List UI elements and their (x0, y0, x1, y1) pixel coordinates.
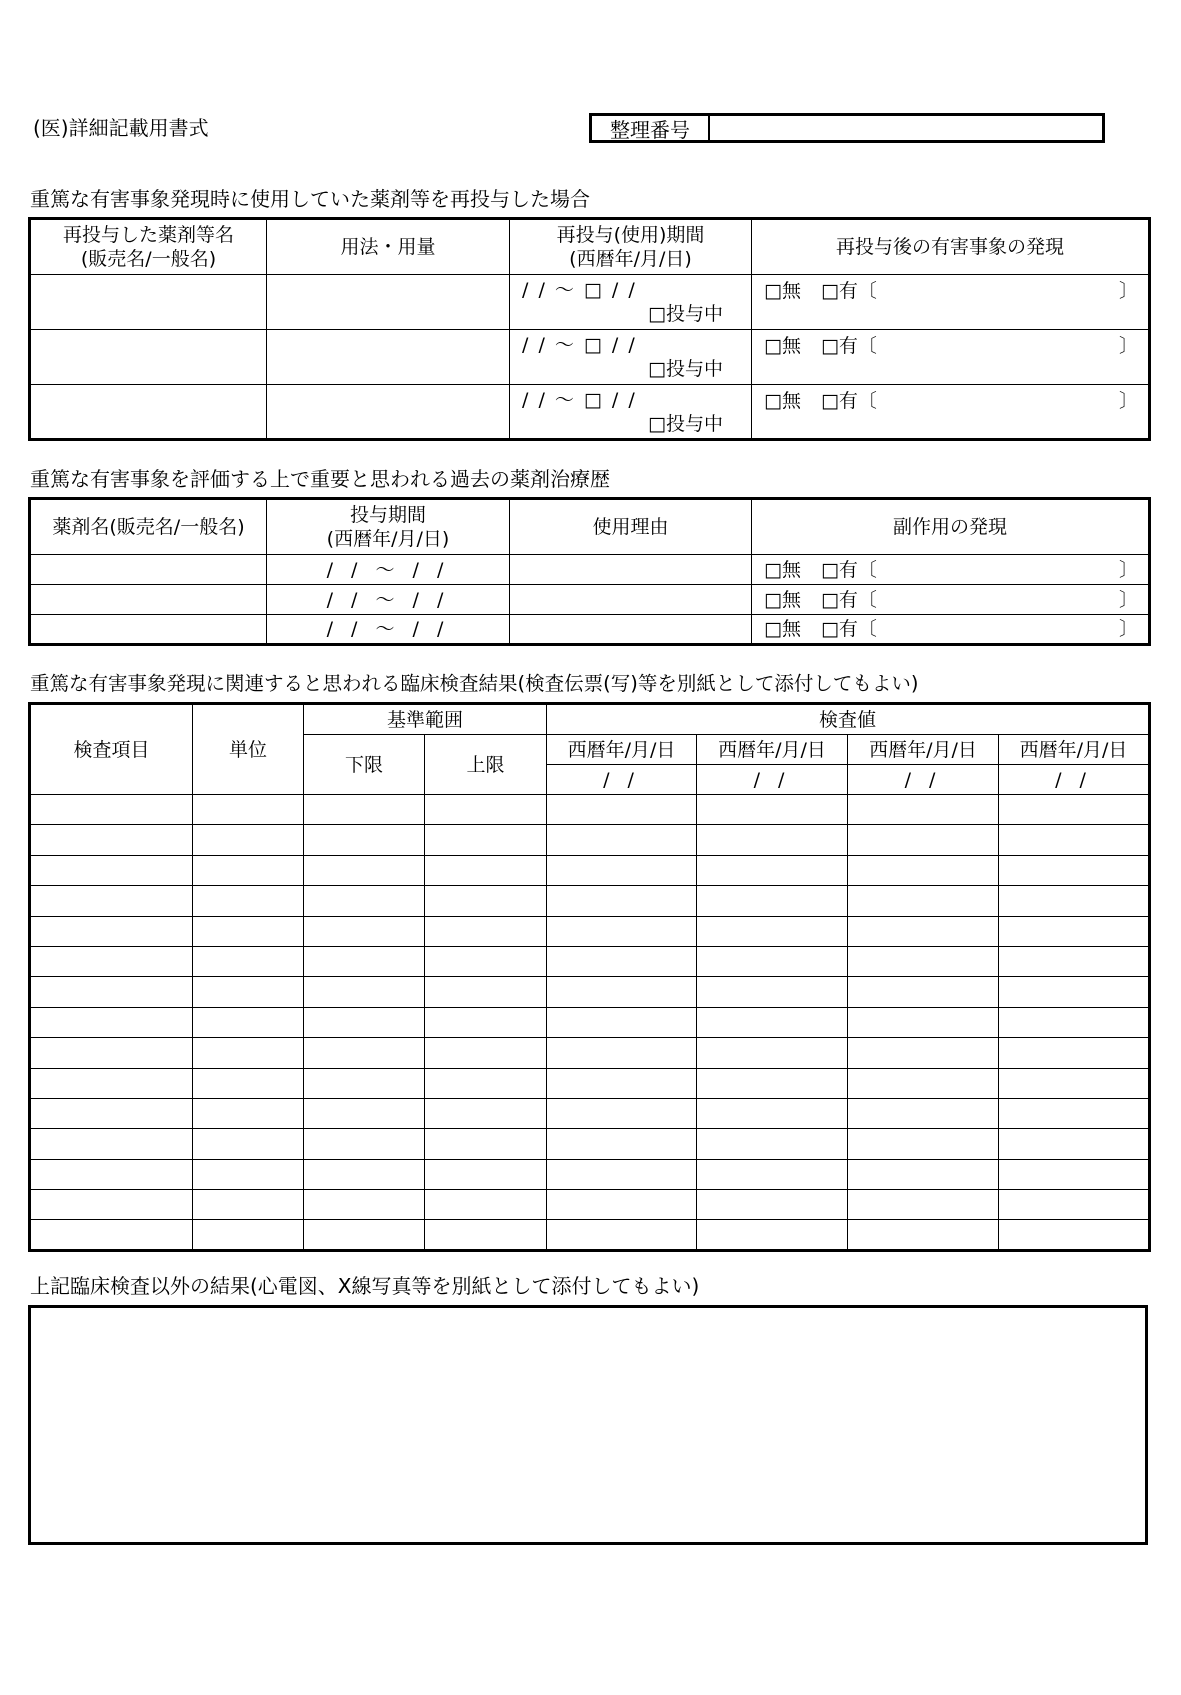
lab-cell[interactable] (697, 946, 848, 976)
lab-cell[interactable] (425, 1098, 547, 1128)
close-bracket: 〕 (1118, 558, 1138, 581)
side-effect-cell (752, 555, 1150, 585)
lab-cell[interactable] (30, 1220, 193, 1250)
table-row (30, 585, 1150, 615)
lab-cell[interactable] (999, 1007, 1150, 1037)
lab-cell[interactable] (848, 1159, 999, 1189)
dosage-cell[interactable] (267, 385, 510, 440)
period-cell[interactable]: / / 〜 / / (267, 585, 510, 615)
table-row (30, 385, 1150, 440)
date-field-2[interactable]: / / (697, 765, 848, 795)
lab-cell[interactable] (547, 1190, 697, 1220)
lab-cell[interactable] (848, 977, 999, 1007)
section2-title: 重篤な有害事象を評価する上で重要と思われる過去の薬剤治療歴 (30, 467, 610, 491)
lab-cell[interactable] (547, 1068, 697, 1098)
lab-cell[interactable] (848, 825, 999, 855)
yes-checkbox[interactable]: □有〔 (820, 588, 877, 611)
header-unit: 単位 (193, 704, 304, 795)
table-row (30, 1129, 1150, 1159)
lab-cell[interactable] (848, 795, 999, 825)
table-row (30, 1068, 1150, 1098)
lab-cell[interactable] (193, 1068, 304, 1098)
drug-name-cell[interactable] (30, 585, 267, 615)
lab-cell[interactable] (425, 977, 547, 1007)
lab-cell[interactable] (697, 1159, 848, 1189)
header-date-2: 西暦年/月/日 (697, 735, 848, 765)
period-cell[interactable]: / / 〜 / / (267, 615, 510, 645)
lab-cell[interactable] (425, 1068, 547, 1098)
period-cell[interactable] (510, 275, 752, 330)
lab-cell[interactable] (999, 977, 1150, 1007)
lab-cell[interactable] (193, 886, 304, 916)
lab-cell[interactable] (30, 1190, 193, 1220)
table-row (30, 275, 1150, 330)
lab-cell[interactable] (193, 795, 304, 825)
lab-cell[interactable] (999, 946, 1150, 976)
drug-name-cell[interactable] (30, 275, 267, 330)
yes-checkbox[interactable]: □有〔 (820, 558, 877, 581)
section3-title: 重篤な有害事象発現に関連すると思われる臨床検査結果(検査伝票(写)等を別紙として添付してもよい) (30, 672, 919, 695)
lab-cell[interactable] (697, 916, 848, 946)
past-treatment-table (28, 497, 1151, 646)
lab-cell[interactable] (30, 886, 193, 916)
header-side-effect: 副作用の発現 (752, 499, 1150, 555)
lab-cell[interactable] (304, 1220, 425, 1250)
lab-cell[interactable] (193, 825, 304, 855)
past-treatment-header-row (30, 499, 1150, 555)
table-row (30, 795, 1150, 825)
side-effect-cell (752, 615, 1150, 645)
none-checkbox[interactable]: □無 (764, 618, 801, 640)
lab-cell[interactable] (697, 1038, 848, 1068)
ongoing-checkbox[interactable]: □投与中 (648, 358, 723, 380)
lab-cell[interactable] (547, 1007, 697, 1037)
lab-cell[interactable] (547, 795, 697, 825)
header-test-values: 検査値 (547, 704, 1150, 735)
lab-cell[interactable] (547, 1038, 697, 1068)
lab-cell[interactable] (425, 916, 547, 946)
lab-cell[interactable] (999, 1068, 1150, 1098)
lab-cell[interactable] (304, 1098, 425, 1128)
date-field-3[interactable]: / / (848, 765, 999, 795)
lab-cell[interactable] (697, 886, 848, 916)
lab-cell[interactable] (547, 1220, 697, 1250)
lab-cell[interactable] (697, 1220, 848, 1250)
lab-cell[interactable] (193, 977, 304, 1007)
close-bracket: 〕 (1118, 618, 1138, 640)
header-period-line1: 再投与(使用)期間 (556, 224, 705, 246)
header-date-4: 西暦年/月/日 (999, 735, 1150, 765)
lab-cell[interactable] (999, 1190, 1150, 1220)
lab-cell[interactable] (425, 1129, 547, 1159)
none-checkbox[interactable]: □無 (764, 280, 801, 302)
lab-cell[interactable] (30, 1007, 193, 1037)
header-period (267, 499, 510, 555)
drug-name-cell[interactable] (30, 385, 267, 440)
lab-cell[interactable] (999, 916, 1150, 946)
close-bracket: 〕 (1118, 335, 1138, 357)
lab-cell[interactable] (547, 1098, 697, 1128)
lab-cell[interactable] (697, 1068, 848, 1098)
lab-cell[interactable] (425, 1007, 547, 1037)
lab-cell[interactable] (425, 1190, 547, 1220)
lab-cell[interactable] (304, 855, 425, 885)
drug-name-cell[interactable] (30, 330, 267, 385)
drug-name-cell[interactable] (30, 615, 267, 645)
lab-cell[interactable] (999, 1159, 1150, 1189)
lab-cell[interactable] (304, 977, 425, 1007)
section4-title: 上記臨床検査以外の結果(心電図、X線写真等を別紙として添付してもよい) (30, 1274, 700, 1298)
reaction-cell (752, 330, 1150, 385)
none-checkbox[interactable]: □無 (764, 390, 801, 412)
lab-cell[interactable] (697, 1007, 848, 1037)
lab-cell[interactable] (848, 1220, 999, 1250)
lab-cell[interactable] (547, 1159, 697, 1189)
lab-cell[interactable] (425, 795, 547, 825)
lab-cell[interactable] (999, 825, 1150, 855)
table-row (30, 555, 1150, 585)
header-date-1: 西暦年/月/日 (547, 735, 697, 765)
ongoing-checkbox[interactable]: □投与中 (648, 412, 723, 435)
table-row (30, 855, 1150, 885)
header-period (510, 219, 752, 275)
lab-cell[interactable] (848, 855, 999, 885)
lab-cell[interactable] (304, 1038, 425, 1068)
lab-cell[interactable] (848, 1098, 999, 1128)
reason-cell[interactable] (510, 555, 752, 585)
lab-cell[interactable] (547, 916, 697, 946)
lab-cell[interactable] (30, 1159, 193, 1189)
yes-checkbox[interactable]: □有〔 (820, 335, 877, 357)
period-cell[interactable] (510, 385, 752, 440)
table-row (30, 825, 1150, 855)
reference-number-box (589, 113, 1105, 143)
lab-cell[interactable] (193, 1098, 304, 1128)
header-reason: 使用理由 (510, 499, 752, 555)
header-drug-name (30, 219, 267, 275)
header-reaction: 再投与後の有害事象の発現 (752, 219, 1150, 275)
period-text: / / 〜 □ / / (522, 334, 637, 356)
header-drug-name-line1: 再投与した薬剤等名 (62, 224, 234, 246)
lab-results-table (28, 702, 1151, 1252)
readministration-table (28, 217, 1151, 441)
lab-cell[interactable] (30, 825, 193, 855)
reaction-cell (752, 385, 1150, 440)
lab-cell[interactable] (304, 1129, 425, 1159)
lab-cell[interactable] (697, 825, 848, 855)
readministration-header-row (30, 219, 1150, 275)
lab-cell[interactable] (848, 1038, 999, 1068)
table-row (30, 1038, 1150, 1068)
close-bracket: 〕 (1118, 588, 1138, 611)
lab-cell[interactable] (193, 1220, 304, 1250)
lab-cell[interactable] (697, 855, 848, 885)
lab-cell[interactable] (30, 946, 193, 976)
lab-cell[interactable] (547, 1129, 697, 1159)
lab-cell[interactable] (848, 1129, 999, 1159)
reaction-cell (752, 275, 1150, 330)
header-period-line1: 投与期間 (349, 504, 426, 526)
lab-cell[interactable] (425, 946, 547, 976)
lab-cell[interactable] (304, 1007, 425, 1037)
lab-cell[interactable] (193, 1190, 304, 1220)
other-results-box[interactable] (28, 1305, 1148, 1545)
reference-number-label: 整理番号 (592, 116, 710, 140)
yes-checkbox[interactable]: □有〔 (820, 390, 877, 412)
period-cell[interactable]: / / 〜 / / (267, 555, 510, 585)
table-row (30, 916, 1150, 946)
yes-checkbox[interactable]: □有〔 (820, 618, 877, 640)
lab-cell[interactable] (425, 1220, 547, 1250)
lab-cell[interactable] (425, 855, 547, 885)
lab-cell[interactable] (304, 1159, 425, 1189)
lab-cell[interactable] (193, 1007, 304, 1037)
header-dosage: 用法・用量 (267, 219, 510, 275)
header-period-line2: (西暦年/月/日) (569, 248, 692, 270)
lab-cell[interactable] (193, 855, 304, 885)
none-checkbox[interactable]: □無 (764, 558, 801, 581)
section1-title: 重篤な有害事象発現時に使用していた薬剤等を再投与した場合 (30, 187, 590, 211)
lab-cell[interactable] (547, 886, 697, 916)
period-cell[interactable] (510, 330, 752, 385)
lab-cell[interactable] (999, 795, 1150, 825)
lab-cell[interactable] (30, 795, 193, 825)
lab-cell[interactable] (547, 855, 697, 885)
header-drug-name-line2: (販売名/一般名) (80, 248, 217, 270)
lab-cell[interactable] (425, 825, 547, 855)
reason-cell[interactable] (510, 585, 752, 615)
lab-cell[interactable] (697, 977, 848, 1007)
lab-cell[interactable] (697, 1129, 848, 1159)
lab-cell[interactable] (30, 916, 193, 946)
lab-cell[interactable] (304, 886, 425, 916)
lab-results-body (30, 795, 1150, 1251)
lab-cell[interactable] (425, 1159, 547, 1189)
date-field-4[interactable]: / / (999, 765, 1150, 795)
header-date-3: 西暦年/月/日 (848, 735, 999, 765)
none-checkbox[interactable]: □無 (764, 335, 801, 357)
lab-cell[interactable] (304, 916, 425, 946)
close-bracket: 〕 (1118, 390, 1138, 412)
lab-cell[interactable] (999, 1220, 1150, 1250)
period-text: / / 〜 □ / / (522, 279, 637, 301)
lab-cell[interactable] (848, 946, 999, 976)
side-effect-cell (752, 585, 1150, 615)
lab-cell[interactable] (30, 1068, 193, 1098)
table-row (30, 330, 1150, 385)
lab-header-row-1 (30, 704, 1150, 735)
lab-cell[interactable] (30, 855, 193, 885)
header-drug-name: 薬剤名(販売名/一般名) (30, 499, 267, 555)
lab-cell[interactable] (848, 886, 999, 916)
lab-cell[interactable] (193, 1129, 304, 1159)
dosage-cell[interactable] (267, 275, 510, 330)
table-row (30, 946, 1150, 976)
lab-cell[interactable] (30, 1098, 193, 1128)
table-row (30, 1190, 1150, 1220)
lab-cell[interactable] (30, 977, 193, 1007)
date-field-1[interactable]: / / (547, 765, 697, 795)
lab-cell[interactable] (304, 825, 425, 855)
lab-cell[interactable] (697, 795, 848, 825)
lab-cell[interactable] (304, 795, 425, 825)
lab-cell[interactable] (697, 1190, 848, 1220)
lab-cell[interactable] (193, 1038, 304, 1068)
lab-cell[interactable] (999, 1038, 1150, 1068)
none-checkbox[interactable]: □無 (764, 588, 801, 611)
header-test-item: 検査項目 (30, 704, 193, 795)
ongoing-checkbox[interactable]: □投与中 (648, 303, 723, 325)
lab-cell[interactable] (304, 1068, 425, 1098)
lab-cell[interactable] (30, 1129, 193, 1159)
yes-checkbox[interactable]: □有〔 (820, 280, 877, 302)
form-label: (医)詳細記載用書式 (33, 116, 209, 140)
lab-cell[interactable] (193, 946, 304, 976)
lab-cell[interactable] (304, 946, 425, 976)
table-row (30, 886, 1150, 916)
close-bracket: 〕 (1118, 280, 1138, 302)
lab-cell[interactable] (848, 1190, 999, 1220)
table-row (30, 615, 1150, 645)
header-reference-range: 基準範囲 (304, 704, 547, 735)
lab-cell[interactable] (848, 1007, 999, 1037)
dosage-cell[interactable] (267, 330, 510, 385)
reason-cell[interactable] (510, 615, 752, 645)
reference-number-field[interactable] (710, 116, 1102, 140)
table-row (30, 1007, 1150, 1037)
header-lower-limit: 下限 (304, 735, 425, 795)
header-period-line2: (西暦年/月/日) (326, 528, 450, 550)
lab-cell[interactable] (547, 977, 697, 1007)
table-row (30, 1098, 1150, 1128)
lab-cell[interactable] (193, 1159, 304, 1189)
drug-name-cell[interactable] (30, 555, 267, 585)
lab-cell[interactable] (304, 1190, 425, 1220)
lab-cell[interactable] (697, 1098, 848, 1128)
header-upper-limit: 上限 (425, 735, 547, 795)
lab-cell[interactable] (999, 1129, 1150, 1159)
table-row (30, 977, 1150, 1007)
period-text: / / 〜 □ / / (522, 388, 637, 411)
lab-cell[interactable] (999, 1098, 1150, 1128)
table-row (30, 1159, 1150, 1189)
lab-cell[interactable] (999, 855, 1150, 885)
table-row (30, 1220, 1150, 1250)
lab-cell[interactable] (30, 1038, 193, 1068)
lab-cell[interactable] (547, 946, 697, 976)
lab-cell[interactable] (848, 1068, 999, 1098)
lab-cell[interactable] (193, 916, 304, 946)
lab-cell[interactable] (425, 1038, 547, 1068)
lab-cell[interactable] (848, 916, 999, 946)
lab-cell[interactable] (999, 886, 1150, 916)
lab-cell[interactable] (547, 825, 697, 855)
lab-cell[interactable] (425, 886, 547, 916)
